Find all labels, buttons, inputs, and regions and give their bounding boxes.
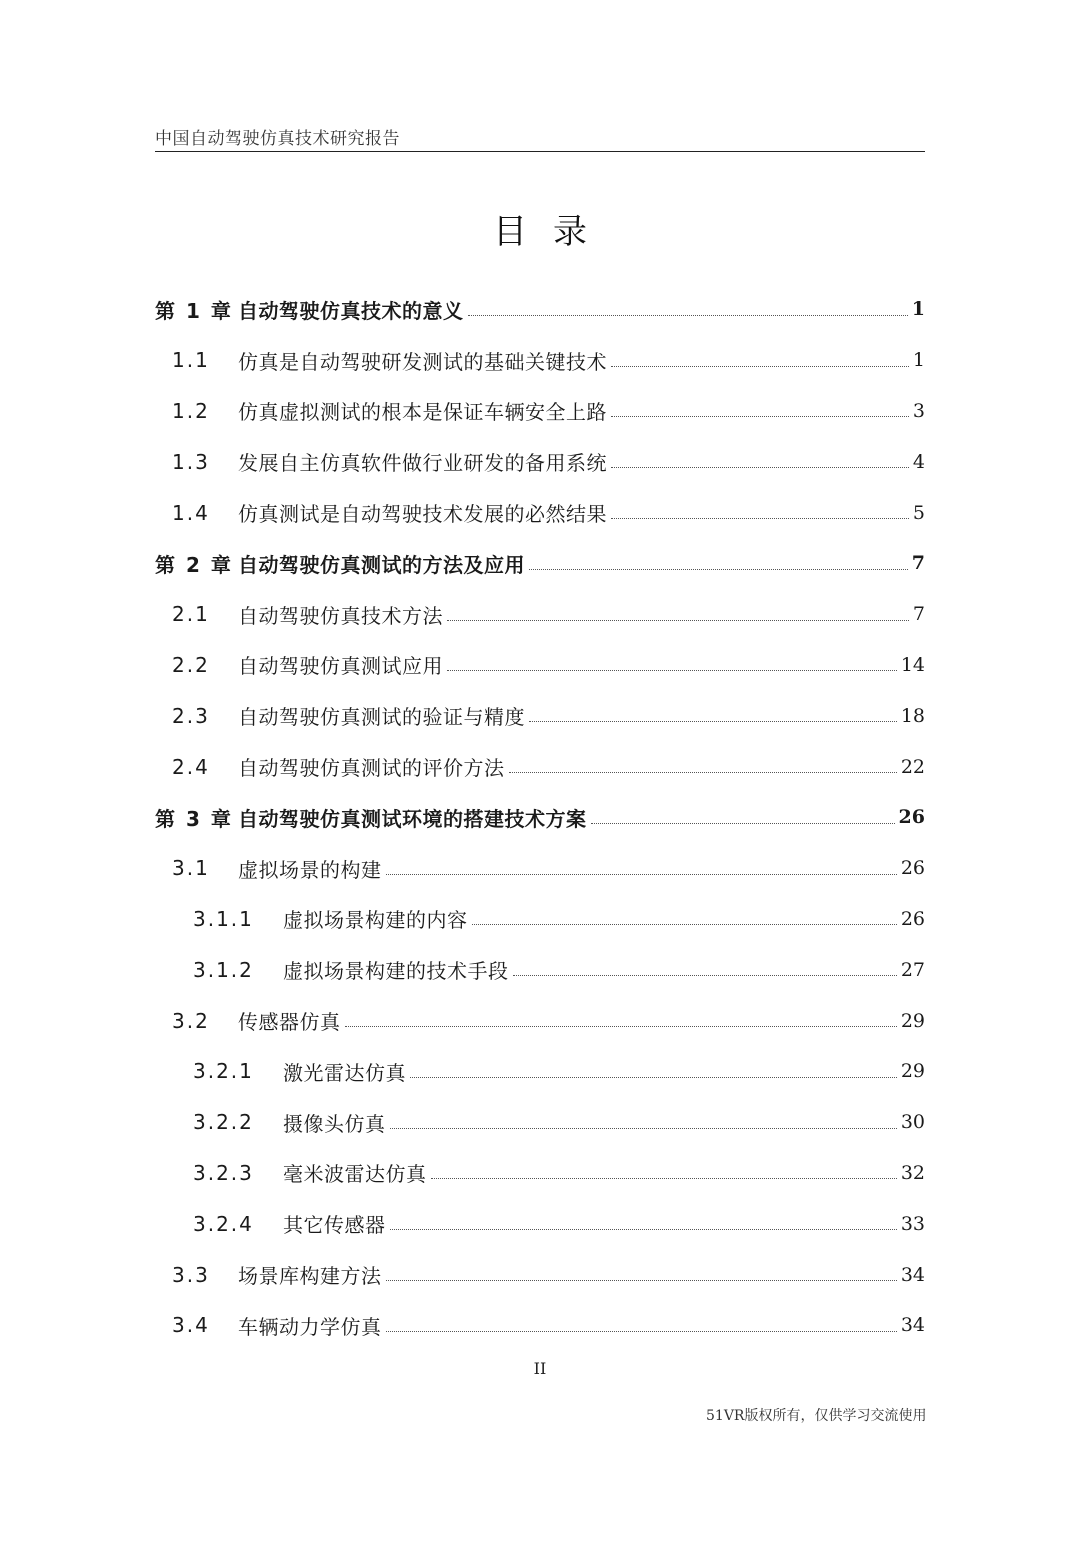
toc-entry-page: 34 xyxy=(900,1314,925,1337)
toc-entry xyxy=(155,741,925,792)
dot-leader xyxy=(468,315,908,316)
toc-entry-number: 第 1 章 xyxy=(155,298,233,323)
dot-leader xyxy=(386,1280,897,1281)
toc-entry-number: 3.1 xyxy=(172,856,210,881)
dot-leader xyxy=(390,1128,897,1129)
toc-entry-title: 自动驾驶仿真技术的意义 xyxy=(238,298,464,323)
toc-entry-number: 1.3 xyxy=(172,449,210,474)
toc-entry xyxy=(155,843,925,894)
toc-entry-number: 3.3 xyxy=(172,1262,210,1287)
toc-entry-title: 自动驾驶仿真测试的评价方法 xyxy=(238,756,505,781)
toc-entry xyxy=(155,640,925,691)
dot-leader xyxy=(611,366,909,367)
toc-entry-page: 32 xyxy=(900,1161,925,1184)
dot-leader xyxy=(611,416,909,417)
toc-entry xyxy=(155,995,925,1046)
page-number: II xyxy=(533,1359,547,1378)
dot-leader xyxy=(431,1178,897,1179)
toc-entry-page: 33 xyxy=(900,1212,925,1235)
toc-entry xyxy=(155,436,925,487)
dot-leader xyxy=(410,1077,897,1078)
toc-entry-page: 34 xyxy=(900,1263,925,1286)
dot-leader xyxy=(513,975,897,976)
toc-entry-page: 1 xyxy=(911,298,925,321)
toc-entry-page: 30 xyxy=(900,1111,925,1134)
toc-entry-title: 仿真虚拟测试的根本是保证车辆安全上路 xyxy=(238,400,607,425)
toc-entry-page: 7 xyxy=(912,603,925,626)
dot-leader xyxy=(386,1331,897,1332)
toc-entry xyxy=(155,589,925,640)
toc-entry-page: 5 xyxy=(912,501,925,524)
toc-entry-title: 虚拟场景构建的技术手段 xyxy=(283,959,509,984)
toc-entry-number: 2.1 xyxy=(172,602,210,627)
toc-entry-title: 自动驾驶仿真测试的验证与精度 xyxy=(238,705,525,730)
toc-entry-title: 虚拟场景构建的内容 xyxy=(283,908,468,933)
toc-entry-number: 1.1 xyxy=(172,348,210,373)
toc-entry-title: 自动驾驶仿真测试应用 xyxy=(238,654,443,679)
toc-entry xyxy=(155,1300,925,1351)
toc-entry-title: 发展自主仿真软件做行业研发的备用系统 xyxy=(238,451,607,476)
running-header: 中国自动驾驶仿真技术研究报告 xyxy=(155,129,400,149)
toc-entry xyxy=(155,538,925,589)
toc-entry-page: 14 xyxy=(900,653,925,676)
toc-entry-page: 26 xyxy=(900,907,925,930)
toc-entry-title: 毫米波雷达仿真 xyxy=(283,1162,427,1187)
toc-entry xyxy=(155,1249,925,1300)
toc-entry xyxy=(155,386,925,437)
toc-entry-page: 22 xyxy=(900,755,925,778)
toc-entry-number: 第 2 章 xyxy=(155,552,233,577)
toc-entry-page: 1 xyxy=(912,349,925,372)
toc-entry-number: 3.2.1 xyxy=(193,1059,254,1084)
toc-title: 目录 xyxy=(493,212,613,252)
toc-entry-title: 自动驾驶仿真技术方法 xyxy=(238,603,443,628)
toc-entry xyxy=(155,1148,925,1199)
toc-entry xyxy=(155,335,925,386)
toc-entry-number: 1.2 xyxy=(172,398,210,423)
toc-entry xyxy=(155,944,925,995)
dot-leader xyxy=(472,924,897,925)
toc-entry-page: 18 xyxy=(900,704,925,727)
dot-leader xyxy=(611,518,909,519)
toc-entry-title: 传感器仿真 xyxy=(238,1010,341,1035)
toc-entry-title: 摄像头仿真 xyxy=(283,1111,386,1136)
toc-entry-title: 虚拟场景的构建 xyxy=(238,857,382,882)
toc-entry xyxy=(155,284,925,335)
toc-entry-number: 2.2 xyxy=(172,652,210,677)
toc-entry-page: 27 xyxy=(900,958,925,981)
toc-entry-title: 自动驾驶仿真测试的方法及应用 xyxy=(238,552,525,577)
toc-entry xyxy=(155,487,925,538)
toc-entry-number: 1.4 xyxy=(172,500,210,525)
dot-leader xyxy=(447,670,897,671)
dot-leader xyxy=(529,721,897,722)
toc-entry-number: 3.4 xyxy=(172,1313,210,1338)
header-rule xyxy=(155,151,925,152)
toc-entry-page: 7 xyxy=(911,552,925,575)
toc-list xyxy=(155,284,925,1351)
dot-leader xyxy=(447,620,909,621)
dot-leader xyxy=(390,1229,897,1230)
dot-leader xyxy=(509,772,897,773)
toc-entry-title: 其它传感器 xyxy=(283,1213,386,1238)
toc-entry-number: 3.1.2 xyxy=(193,957,254,982)
toc-entry-number: 2.3 xyxy=(172,703,210,728)
toc-entry-number: 第 3 章 xyxy=(155,806,233,831)
toc-entry xyxy=(155,1046,925,1097)
toc-entry-page: 26 xyxy=(898,806,925,829)
toc-entry-number: 3.2.4 xyxy=(193,1211,254,1236)
toc-entry xyxy=(155,792,925,843)
toc-entry xyxy=(155,1198,925,1249)
dot-leader xyxy=(591,823,895,824)
toc-entry-page: 3 xyxy=(912,399,925,422)
toc-entry-title: 场景库构建方法 xyxy=(238,1264,382,1289)
toc-entry-page: 4 xyxy=(912,450,925,473)
dot-leader xyxy=(386,874,897,875)
dot-leader xyxy=(611,467,909,468)
toc-entry xyxy=(155,1097,925,1148)
copyright-notice: 51VR版权所有，仅供学习交流使用 xyxy=(706,1408,927,1424)
toc-entry-number: 3.1.1 xyxy=(193,906,254,931)
dot-leader xyxy=(345,1026,897,1027)
toc-entry-title: 车辆动力学仿真 xyxy=(238,1314,382,1339)
toc-entry-page: 26 xyxy=(900,857,925,880)
toc-entry-page: 29 xyxy=(900,1060,925,1083)
toc-entry-number: 3.2 xyxy=(172,1008,210,1033)
dot-leader xyxy=(529,569,908,570)
toc-entry-number: 3.2.3 xyxy=(193,1160,254,1185)
toc-entry-title: 仿真测试是自动驾驶技术发展的必然结果 xyxy=(238,502,607,527)
toc-entry-number: 3.2.2 xyxy=(193,1110,254,1135)
toc-entry xyxy=(155,894,925,945)
toc-entry xyxy=(155,690,925,741)
toc-entry-page: 29 xyxy=(900,1009,925,1032)
toc-entry-number: 2.4 xyxy=(172,754,210,779)
toc-entry-title: 自动驾驶仿真测试环境的搭建技术方案 xyxy=(238,806,587,831)
toc-entry-title: 激光雷达仿真 xyxy=(283,1060,406,1085)
toc-entry-title: 仿真是自动驾驶研发测试的基础关键技术 xyxy=(238,349,607,374)
